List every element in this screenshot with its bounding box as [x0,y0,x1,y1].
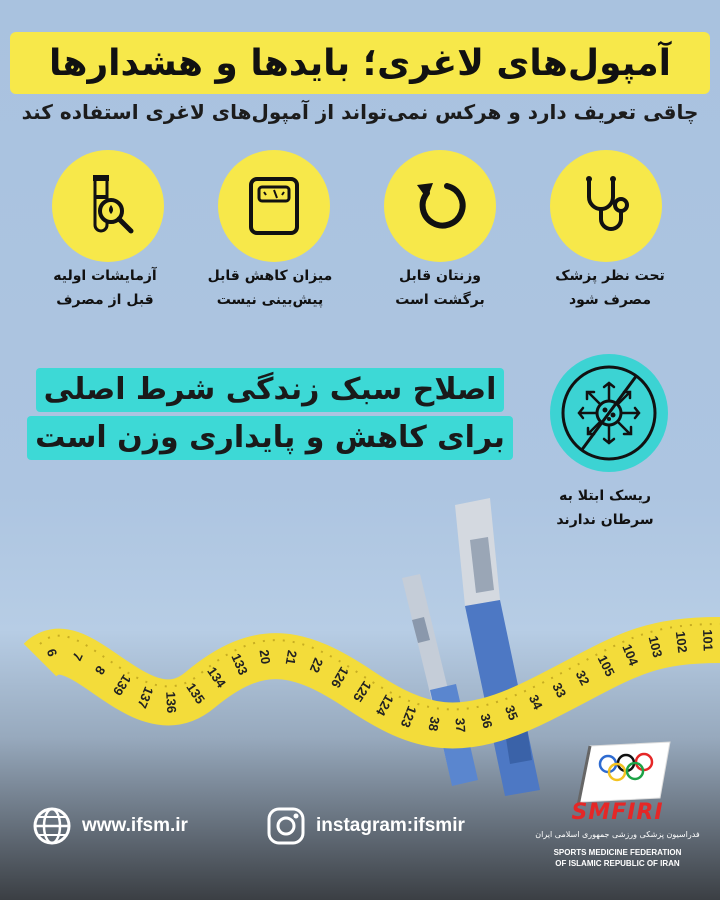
tape-number: 38 [425,715,443,733]
tape-number: 134 [204,664,230,691]
smfiri-logo [520,738,715,888]
tape-number: 33 [549,680,570,701]
tape-number: 133 [228,651,251,678]
caption-cancer-line1: ریسک ابتلا به [559,488,651,504]
logo-name: SMFIRI [571,800,664,825]
tape-number: 36 [477,712,496,730]
tape-number: 103 [645,634,666,660]
caption-cancer-line2: سرطان ندارند [556,512,654,528]
tape-number: 22 [306,655,327,675]
caption-weightloss-line1: میزان کاهش قابل [207,268,333,284]
virus-badge [550,354,668,472]
tape-number: 32 [572,667,593,688]
caption-tests-line1: آزمایشات اولیه [53,268,157,284]
tape-number: 102 [672,630,691,654]
tape-number: 34 [525,692,546,712]
tape-number: 126 [328,664,352,691]
tape-number: 104 [619,641,642,668]
tape-number: 124 [373,692,397,719]
tape-number: 20 [256,648,274,666]
logo-english-line1: SPORTS MEDICINE FEDERATION [553,848,682,857]
logo-english-line2: OF ISLAMIC REPUBLIC OF IRAN [555,859,680,868]
globe-icon [32,806,72,846]
tape-number: 101 [700,629,716,652]
tape-number: 137 [134,684,157,711]
tape-number: 6 [43,646,61,659]
website-text: www.ifsm.ir [82,815,188,836]
tape-number: 123 [397,703,420,730]
instagram-icon [266,806,306,846]
caption-weightloss-line2: پیش‌بینی نیست [216,292,324,308]
tape-number: 136 [163,691,180,714]
caption-doctor-line1: تحت نظر پزشک [555,268,665,284]
rotate-arrow-icon [405,171,475,241]
page-title: آمپول‌های لاغری؛ بایدها و هشدارها [48,42,672,84]
stethoscope-badge [550,150,662,262]
tape-number: 35 [501,703,522,723]
caption-doctor-line2: مصرف شود [568,292,652,308]
slogan-line2: برای کاهش و پایداری وزن است [27,416,513,460]
test-badge [52,150,164,262]
virus-icon [559,363,659,463]
stethoscope-icon [571,171,641,241]
instagram-text: instagram:ifsmir [316,815,465,836]
tape-number: 105 [594,652,618,679]
caption-tests [30,264,180,312]
test-tube-magnifier-icon [73,171,143,241]
caption-rebound-line2: برگشت است [395,292,485,308]
slogan-line1: اصلاح سبک زندگی شرط اصلی [36,368,505,412]
scale-badge [218,150,330,262]
tape-number: 125 [350,678,375,705]
logo-persian-text: فدراسیون پزشکی ورزشی جمهوری اسلامی ایران [535,830,700,839]
subtitle: چاقی تعریف دارد و هرکس نمی‌تواند از آمپول‌های لاغری استفاده کند [21,100,699,124]
caption-rebound [365,264,515,312]
caption-tests-line2: قبل از مصرف [56,292,154,308]
tape-number: 135 [183,680,208,707]
title-banner [10,32,710,94]
tape-number: 37 [452,717,469,733]
tape-number: 8 [91,663,109,678]
tape-number: 7 [69,650,86,664]
caption-doctor [535,264,685,312]
rotate-badge [384,150,496,262]
olympic-flag-icon [520,738,715,808]
tape-number: 21 [282,649,300,666]
website-link[interactable] [32,806,188,846]
slogan [20,366,520,462]
caption-rebound-line1: وزنتان قابل [399,268,481,284]
instagram-link[interactable] [266,806,465,846]
tape-number: 139 [109,671,135,699]
scale-icon [239,171,309,241]
caption-weightloss [195,264,345,312]
